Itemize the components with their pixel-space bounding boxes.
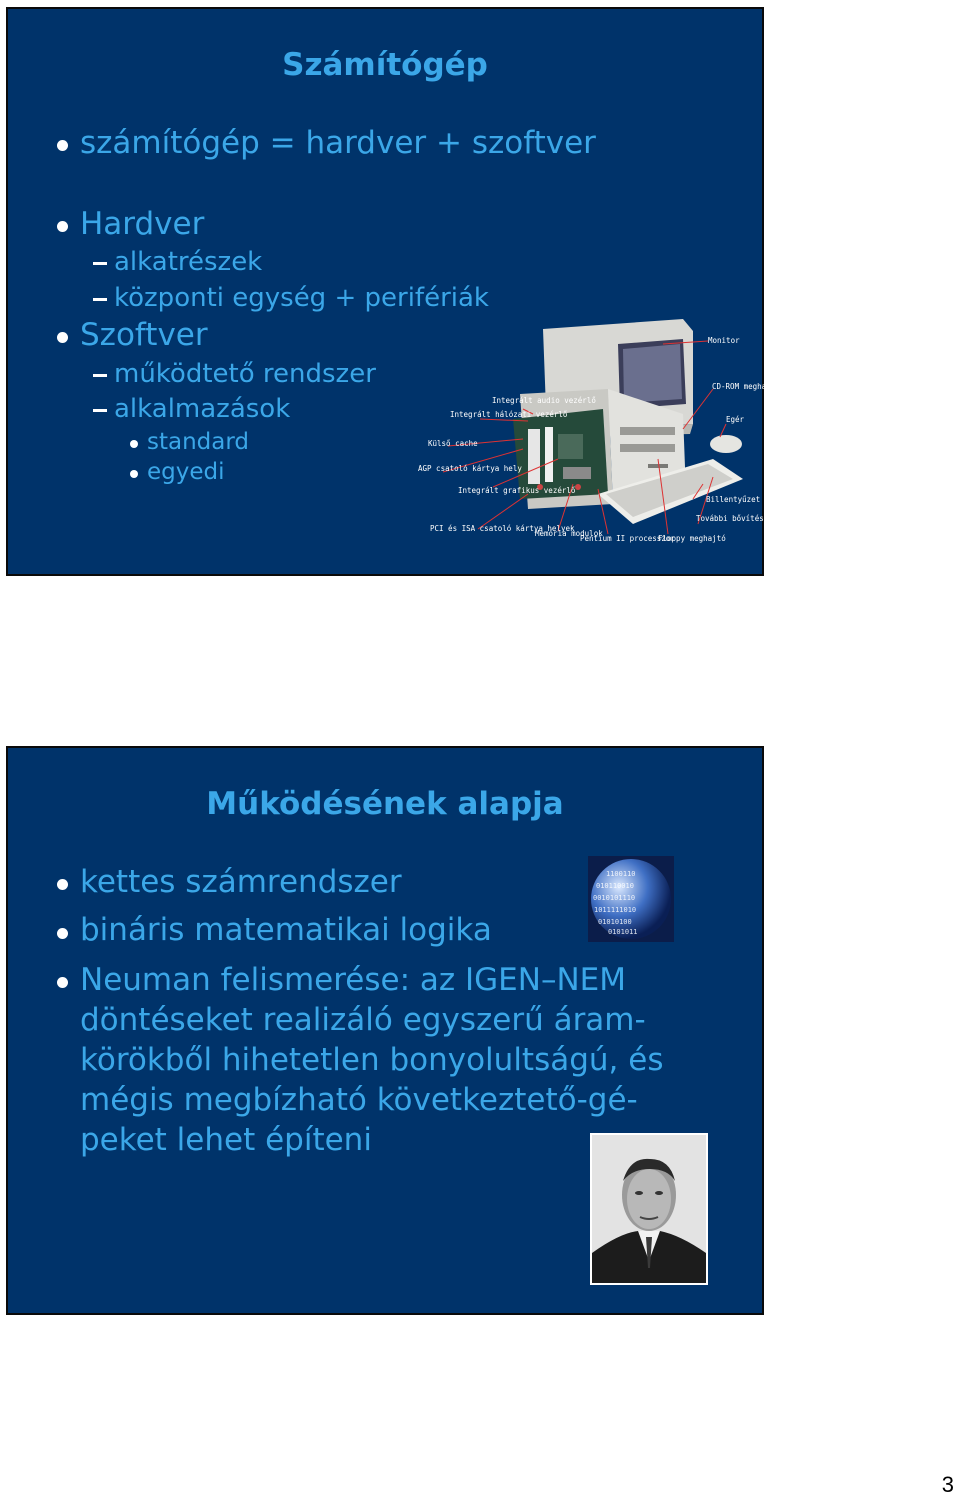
- pc-label-memoria: Memória modulok: [535, 529, 603, 538]
- sub-bullet-dash: [93, 262, 107, 265]
- pc-label-integralt-audio: Integrált audio vezérlő: [492, 396, 596, 405]
- bullet-text-binaris-logika: bináris matematikai logika: [80, 912, 492, 948]
- bullet-dot: [57, 879, 68, 890]
- sub-sub-bullet-standard: standard: [147, 429, 250, 455]
- mouse-image: [710, 435, 742, 453]
- pc-label-monitor: Monitor: [708, 336, 740, 345]
- sub-bullet-dash: [93, 374, 107, 377]
- pc-label-pci: PCI és ISA csatoló kártya helyek: [430, 524, 575, 533]
- pc-label-agp: AGP csatoló kártya hely: [418, 464, 522, 473]
- neuman-line: döntéseket realizáló egyszerű áram-: [80, 1002, 646, 1038]
- sub-bullet-dash: [93, 298, 107, 301]
- pc-label-floppy: Floppy meghajtó: [658, 534, 726, 543]
- sub-sub-bullet-dot: [130, 470, 138, 478]
- pc-label-kulso-cache: Külső cache: [428, 439, 478, 448]
- svg-text:010110010: 010110010: [596, 882, 634, 890]
- pc-label-eger: Egér: [726, 415, 745, 424]
- svg-text:1100110: 1100110: [606, 870, 636, 878]
- bullet-dot: [57, 140, 68, 151]
- svg-text:1011111010: 1011111010: [594, 906, 637, 914]
- bullet-text-kettes-szamrendszer: kettes számrendszer: [80, 864, 402, 900]
- bullet-text-computer-definition: számítógép = hardver + szoftver: [80, 125, 596, 161]
- sub-bullet-dash: [93, 409, 107, 412]
- svg-text:01010100: 01010100: [598, 918, 632, 926]
- sub-bullet-kozponti-egyseg: központi egység + perifériák: [114, 283, 489, 313]
- neuman-line: peket lehet építeni: [80, 1122, 372, 1158]
- neuman-line: Neuman felismerése: az IGEN–NEM: [80, 962, 626, 998]
- pc-label-billentyuzet: Billentyűzet: [706, 495, 761, 504]
- bullet-dot: [57, 977, 68, 988]
- sub-sub-bullet-dot: [130, 440, 138, 448]
- pc-components-illustration: [408, 309, 814, 559]
- neumann-portrait-photo: [590, 1133, 708, 1285]
- bullet-dot: [57, 221, 68, 232]
- pc-label-cdrom: CD-ROM meghajtó: [712, 382, 780, 391]
- sub-bullet-alkatreszek: alkatrészek: [114, 247, 263, 277]
- sub-bullet-alkalmazasok: alkalmazások: [114, 394, 291, 424]
- bullet-text-neuman: [80, 960, 664, 1160]
- svg-text:0010101110: 0010101110: [593, 894, 636, 902]
- pc-label-pentium: Pentium II processzor: [580, 534, 675, 543]
- bullet-text-szoftver: Szoftver: [80, 317, 208, 353]
- neuman-line: mégis megbízható következtető-gé-: [80, 1082, 638, 1118]
- pc-label-tovabbi: További bővítési lehetőség: [696, 514, 814, 523]
- bullet-dot: [57, 928, 68, 939]
- neuman-line: körökből hihetetlen bonyolultságú, és: [80, 1042, 664, 1078]
- slide-title: Működésének alapja: [206, 786, 564, 822]
- slide-title: Számítógép: [282, 47, 488, 83]
- pc-label-integralt-halozati: Integrált hálózati vezérlő: [450, 410, 568, 419]
- pc-label-integralt-grafikus: Integrált grafikus vezérlő: [458, 486, 576, 495]
- binary-globe-image: [588, 856, 674, 942]
- sub-sub-bullet-egyedi: egyedi: [147, 459, 225, 485]
- bullet-dot: [57, 332, 68, 343]
- slide-mukodesenek-alapja: [6, 746, 764, 1315]
- bullet-text-hardver: Hardver: [80, 206, 205, 242]
- sub-bullet-mukodteto-rendszer: működtető rendszer: [114, 359, 376, 389]
- slide-szamitogep: [6, 7, 814, 576]
- page-number: 3: [941, 1472, 954, 1497]
- svg-text:0101011: 0101011: [608, 928, 638, 936]
